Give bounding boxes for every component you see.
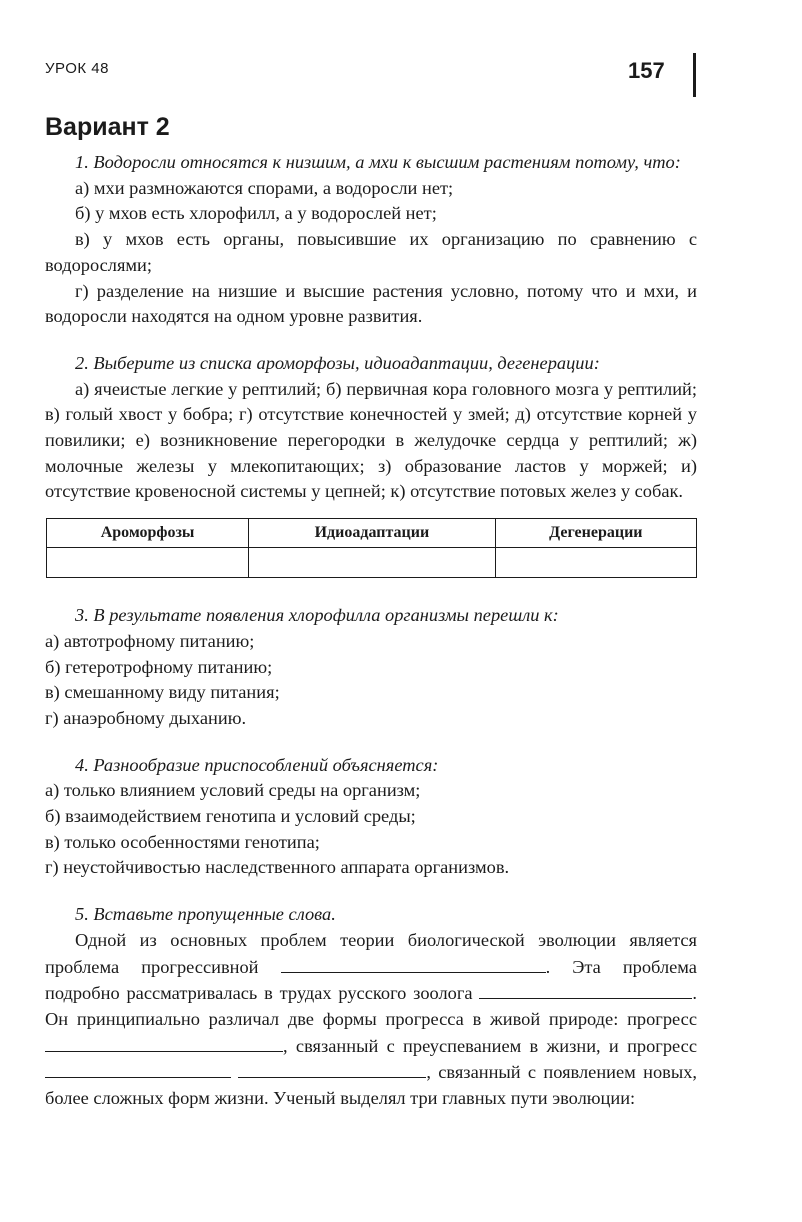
q1-option-c: в) у мхов есть органы, повысившие их организацию по сравнению с водорослями; xyxy=(45,229,697,275)
answer-cell-degenerations[interactable] xyxy=(495,548,696,578)
q5-question: 5. Вставьте пропущенные слова. xyxy=(75,904,336,925)
q5-text-2: . Эта проблема подробно рассматривалась в трудах русского зоолога xyxy=(45,956,697,1004)
blank-2[interactable] xyxy=(479,980,692,999)
lesson-label: УРОК 48 xyxy=(45,60,109,77)
q4-option-c: в) только особенностями генотипа; xyxy=(45,831,320,852)
blank-5[interactable] xyxy=(238,1059,426,1078)
q4-option-d: г) неустойчивостью наследственного аппарата организмов. xyxy=(45,857,510,878)
blank-1[interactable] xyxy=(281,954,546,973)
q3-option-b: б) гетеротрофному питанию; xyxy=(45,656,273,677)
q1-option-d: г) разделение на низшие и высшие растения условно, потому что и мхи, и водоросли находятся на одном уровне развития. xyxy=(45,280,697,327)
q5-text-4: , xyxy=(283,1035,288,1056)
q1-question: 1. Водоросли относятся к низшим, а мхи к высшим растениям потому, что: xyxy=(75,152,681,172)
q1-option-a: а) мхи размножаются спорами, а водоросли нет; xyxy=(75,177,454,198)
q1-option-b: б) у мхов есть хлорофилл, а у водорослей нет; xyxy=(75,203,437,224)
q3-option-c: в) смешанному виду питания; xyxy=(45,682,280,703)
page-number: 157 xyxy=(628,58,665,83)
q3-option-a: а) автотрофному питанию; xyxy=(45,630,255,651)
q4-option-a: а) только влиянием условий среды на организм; xyxy=(45,780,421,801)
q5-text-1: Одной из основных проблем теории биологической эволюции является проблема прогрессивной xyxy=(45,929,697,977)
q4-question: 4. Разнообразие приспособлений объясняется: xyxy=(75,754,439,775)
table-header-idioadaptations: Идиоадаптации xyxy=(249,519,496,548)
q5-text-5: связанный с преуспеванием в жизни, и прогресс xyxy=(295,1035,697,1056)
q3-option-d: г) анаэробному дыханию. xyxy=(45,707,247,728)
variant-title: Вариант 2 xyxy=(45,113,170,141)
q2-text: а) ячеистые легкие у рептилий; б) первичная кора головного мозга у рептилий; в) голый хвост у бобра; г) отсутствие конечностей у змей; д) отсутствие корней у повилики; е) возникновение перегородки в желудочке сердца у рептилий; ж) молочные железы у млекопитающих; з) образование ластов у моржей; и) отсутствие кровеносной системы у цепней; к) отсутствие потовых желез у собак. xyxy=(45,378,697,502)
q3-question: 3. В результате появления хлорофилла организмы перешли к: xyxy=(75,605,559,626)
q2-question: 2. Выберите из списка ароморфозы, идиоадаптации, дегенерации: xyxy=(75,352,600,373)
answer-cell-aromorphoses[interactable] xyxy=(47,548,249,578)
blank-3[interactable] xyxy=(45,1033,283,1052)
blank-4[interactable] xyxy=(45,1059,231,1078)
q5-text-3: . Он принципиально различал две формы прогресса в живой природе: прогресс xyxy=(45,983,697,1029)
page-body xyxy=(45,150,697,1112)
q4-option-b: б) взаимодействием генотипа и условий среды; xyxy=(45,806,416,827)
q5-text-6: , связанный с появлением новых, более сложных форм жизни. Ученый выделял три главных пути эволюции: xyxy=(45,1062,697,1109)
q2-answer-table xyxy=(46,518,697,578)
answer-cell-idioadaptations[interactable] xyxy=(249,548,496,578)
q5-passage xyxy=(45,928,697,1112)
table-header-degenerations: Дегенерации xyxy=(495,519,696,548)
header-rule xyxy=(693,53,696,97)
table-header-aromorphoses: Ароморфозы xyxy=(47,519,249,548)
